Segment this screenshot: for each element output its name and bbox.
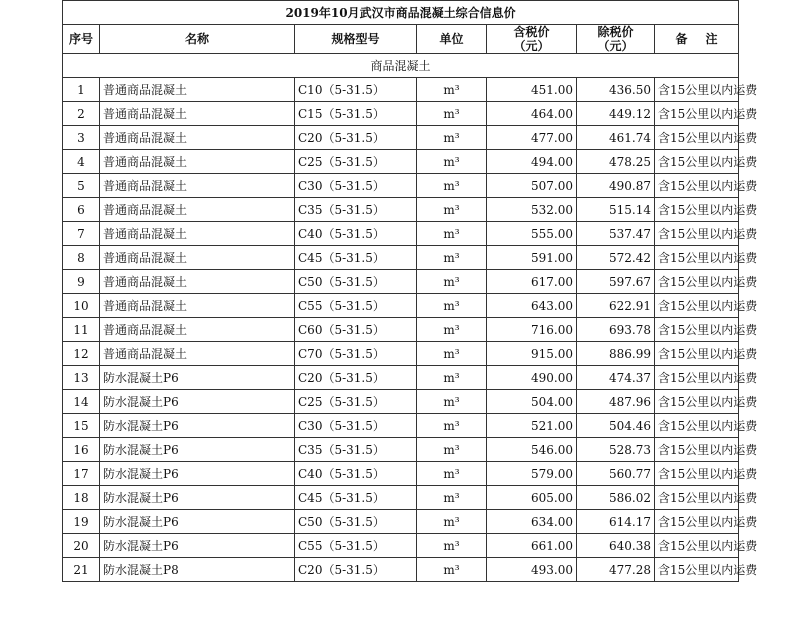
- cell-name: 普通商品混凝土: [100, 198, 295, 222]
- cell-note: 含15公里以内运费: [655, 102, 739, 126]
- cell-unit: m³: [417, 534, 487, 558]
- cell-spec: C35（5-31.5）: [295, 438, 417, 462]
- cell-unit: m³: [417, 294, 487, 318]
- cell-notax-price: 586.02: [577, 486, 655, 510]
- cell-notax-price: 622.91: [577, 294, 655, 318]
- header-row: [63, 25, 739, 54]
- cell-unit: m³: [417, 174, 487, 198]
- cell-unit: m³: [417, 318, 487, 342]
- cell-name: 普通商品混凝土: [100, 318, 295, 342]
- cell-no: 16: [63, 438, 100, 462]
- cell-unit: m³: [417, 270, 487, 294]
- cell-note: 含15公里以内运费: [655, 342, 739, 366]
- section-row: [63, 54, 739, 78]
- cell-unit: m³: [417, 438, 487, 462]
- cell-spec: C45（5-31.5）: [295, 486, 417, 510]
- cell-note: 含15公里以内运费: [655, 486, 739, 510]
- cell-note: 含15公里以内运费: [655, 534, 739, 558]
- header-tax-price-line1: 含税价: [513, 25, 550, 39]
- cell-name: 防水混凝土P6: [100, 390, 295, 414]
- table-row: [63, 534, 739, 558]
- table-row: [63, 510, 739, 534]
- cell-spec: C40（5-31.5）: [295, 222, 417, 246]
- cell-tax-price: 617.00: [487, 270, 577, 294]
- cell-name: 普通商品混凝土: [100, 78, 295, 102]
- cell-spec: C20（5-31.5）: [295, 366, 417, 390]
- table-row: [63, 414, 739, 438]
- cell-tax-price: 716.00: [487, 318, 577, 342]
- table-row: [63, 342, 739, 366]
- header-note-label: 备注: [675, 32, 736, 46]
- header-notax-price-line2: （元）: [597, 39, 634, 53]
- cell-no: 4: [63, 150, 100, 174]
- cell-spec: C50（5-31.5）: [295, 510, 417, 534]
- cell-tax-price: 661.00: [487, 534, 577, 558]
- cell-note: 含15公里以内运费: [655, 462, 739, 486]
- table-row: [63, 174, 739, 198]
- header-note: [655, 25, 739, 54]
- header-spec: 规格型号: [295, 25, 417, 54]
- cell-name: 防水混凝土P6: [100, 462, 295, 486]
- cell-notax-price: 449.12: [577, 102, 655, 126]
- cell-notax-price: 537.47: [577, 222, 655, 246]
- cell-notax-price: 474.37: [577, 366, 655, 390]
- cell-tax-price: 490.00: [487, 366, 577, 390]
- cell-no: 9: [63, 270, 100, 294]
- table-row: [63, 126, 739, 150]
- table-row: [63, 222, 739, 246]
- cell-note: 含15公里以内运费: [655, 414, 739, 438]
- cell-spec: C10（5-31.5）: [295, 78, 417, 102]
- cell-note: 含15公里以内运费: [655, 126, 739, 150]
- cell-notax-price: 436.50: [577, 78, 655, 102]
- cell-note: 含15公里以内运费: [655, 390, 739, 414]
- cell-note: 含15公里以内运费: [655, 510, 739, 534]
- cell-name: 防水混凝土P6: [100, 486, 295, 510]
- table-row: [63, 486, 739, 510]
- cell-notax-price: 487.96: [577, 390, 655, 414]
- cell-no: 11: [63, 318, 100, 342]
- cell-notax-price: 528.73: [577, 438, 655, 462]
- cell-notax-price: 614.17: [577, 510, 655, 534]
- cell-name: 普通商品混凝土: [100, 174, 295, 198]
- table-row: [63, 294, 739, 318]
- cell-notax-price: 504.46: [577, 414, 655, 438]
- cell-notax-price: 477.28: [577, 558, 655, 582]
- cell-no: 19: [63, 510, 100, 534]
- cell-name: 防水混凝土P6: [100, 366, 295, 390]
- cell-note: 含15公里以内运费: [655, 174, 739, 198]
- cell-tax-price: 546.00: [487, 438, 577, 462]
- cell-spec: C60（5-31.5）: [295, 318, 417, 342]
- cell-unit: m³: [417, 366, 487, 390]
- cell-no: 2: [63, 102, 100, 126]
- header-unit: 单位: [417, 25, 487, 54]
- cell-tax-price: 591.00: [487, 246, 577, 270]
- cell-no: 8: [63, 246, 100, 270]
- cell-unit: m³: [417, 102, 487, 126]
- cell-name: 普通商品混凝土: [100, 294, 295, 318]
- cell-notax-price: 597.67: [577, 270, 655, 294]
- cell-unit: m³: [417, 126, 487, 150]
- cell-no: 20: [63, 534, 100, 558]
- table-row: [63, 438, 739, 462]
- cell-unit: m³: [417, 222, 487, 246]
- cell-unit: m³: [417, 246, 487, 270]
- cell-no: 6: [63, 198, 100, 222]
- cell-tax-price: 579.00: [487, 462, 577, 486]
- cell-note: 含15公里以内运费: [655, 150, 739, 174]
- cell-tax-price: 634.00: [487, 510, 577, 534]
- cell-notax-price: 640.38: [577, 534, 655, 558]
- table-row: [63, 558, 739, 582]
- cell-tax-price: 477.00: [487, 126, 577, 150]
- cell-no: 13: [63, 366, 100, 390]
- cell-note: 含15公里以内运费: [655, 318, 739, 342]
- header-notax-price: [577, 25, 655, 54]
- cell-name: 普通商品混凝土: [100, 102, 295, 126]
- cell-unit: m³: [417, 390, 487, 414]
- cell-name: 防水混凝土P6: [100, 510, 295, 534]
- cell-unit: m³: [417, 510, 487, 534]
- header-notax-price-line1: 除税价: [597, 25, 634, 39]
- cell-tax-price: 504.00: [487, 390, 577, 414]
- table-row: [63, 198, 739, 222]
- cell-spec: C30（5-31.5）: [295, 414, 417, 438]
- cell-spec: C20（5-31.5）: [295, 558, 417, 582]
- cell-tax-price: 532.00: [487, 198, 577, 222]
- cell-name: 普通商品混凝土: [100, 222, 295, 246]
- cell-tax-price: 915.00: [487, 342, 577, 366]
- table-row: [63, 462, 739, 486]
- cell-tax-price: 605.00: [487, 486, 577, 510]
- cell-no: 5: [63, 174, 100, 198]
- cell-tax-price: 464.00: [487, 102, 577, 126]
- table-row: [63, 78, 739, 102]
- cell-unit: m³: [417, 558, 487, 582]
- cell-note: 含15公里以内运费: [655, 222, 739, 246]
- cell-name: 防水混凝土P8: [100, 558, 295, 582]
- cell-notax-price: 461.74: [577, 126, 655, 150]
- cell-unit: m³: [417, 462, 487, 486]
- cell-spec: C55（5-31.5）: [295, 534, 417, 558]
- cell-name: 普通商品混凝土: [100, 246, 295, 270]
- cell-tax-price: 493.00: [487, 558, 577, 582]
- table-row: [63, 366, 739, 390]
- cell-no: 3: [63, 126, 100, 150]
- cell-unit: m³: [417, 78, 487, 102]
- cell-name: 普通商品混凝土: [100, 342, 295, 366]
- cell-no: 21: [63, 558, 100, 582]
- table-row: [63, 102, 739, 126]
- cell-unit: m³: [417, 486, 487, 510]
- cell-spec: C70（5-31.5）: [295, 342, 417, 366]
- cell-notax-price: 886.99: [577, 342, 655, 366]
- cell-unit: m³: [417, 150, 487, 174]
- cell-spec: C55（5-31.5）: [295, 294, 417, 318]
- table-row: [63, 318, 739, 342]
- cell-note: 含15公里以内运费: [655, 246, 739, 270]
- cell-spec: C25（5-31.5）: [295, 150, 417, 174]
- price-sheet: [62, 0, 758, 582]
- cell-tax-price: 643.00: [487, 294, 577, 318]
- cell-notax-price: 478.25: [577, 150, 655, 174]
- cell-no: 17: [63, 462, 100, 486]
- cell-no: 15: [63, 414, 100, 438]
- cell-spec: C45（5-31.5）: [295, 246, 417, 270]
- cell-note: 含15公里以内运费: [655, 366, 739, 390]
- cell-spec: C35（5-31.5）: [295, 198, 417, 222]
- cell-spec: C20（5-31.5）: [295, 126, 417, 150]
- cell-unit: m³: [417, 414, 487, 438]
- cell-tax-price: 494.00: [487, 150, 577, 174]
- document-title: 2019年10月武汉市商品混凝土综合信息价: [63, 1, 739, 25]
- cell-unit: m³: [417, 198, 487, 222]
- cell-no: 14: [63, 390, 100, 414]
- header-tax-price: [487, 25, 577, 54]
- table-row: [63, 270, 739, 294]
- header-tax-price-line2: （元）: [513, 39, 550, 53]
- cell-tax-price: 451.00: [487, 78, 577, 102]
- cell-no: 10: [63, 294, 100, 318]
- cell-no: 7: [63, 222, 100, 246]
- cell-notax-price: 560.77: [577, 462, 655, 486]
- table-row: [63, 150, 739, 174]
- cell-no: 12: [63, 342, 100, 366]
- cell-note: 含15公里以内运费: [655, 438, 739, 462]
- cell-note: 含15公里以内运费: [655, 558, 739, 582]
- cell-name: 防水混凝土P6: [100, 534, 295, 558]
- cell-spec: C25（5-31.5）: [295, 390, 417, 414]
- table-row: [63, 390, 739, 414]
- cell-notax-price: 515.14: [577, 198, 655, 222]
- cell-note: 含15公里以内运费: [655, 78, 739, 102]
- title-row: [63, 1, 739, 25]
- cell-spec: C40（5-31.5）: [295, 462, 417, 486]
- cell-spec: C50（5-31.5）: [295, 270, 417, 294]
- cell-notax-price: 490.87: [577, 174, 655, 198]
- table-row: [63, 246, 739, 270]
- cell-no: 18: [63, 486, 100, 510]
- price-table: [62, 0, 758, 582]
- cell-spec: C15（5-31.5）: [295, 102, 417, 126]
- cell-note: 含15公里以内运费: [655, 294, 739, 318]
- header-no: 序号: [63, 25, 100, 54]
- cell-name: 防水混凝土P6: [100, 414, 295, 438]
- cell-name: 普通商品混凝土: [100, 126, 295, 150]
- cell-note: 含15公里以内运费: [655, 270, 739, 294]
- cell-tax-price: 521.00: [487, 414, 577, 438]
- cell-tax-price: 507.00: [487, 174, 577, 198]
- cell-notax-price: 572.42: [577, 246, 655, 270]
- cell-spec: C30（5-31.5）: [295, 174, 417, 198]
- cell-name: 防水混凝土P6: [100, 438, 295, 462]
- cell-name: 普通商品混凝土: [100, 270, 295, 294]
- cell-note: 含15公里以内运费: [655, 198, 739, 222]
- cell-notax-price: 693.78: [577, 318, 655, 342]
- cell-name: 普通商品混凝土: [100, 150, 295, 174]
- header-name: 名称: [100, 25, 295, 54]
- section-label: 商品混凝土: [63, 54, 739, 78]
- cell-unit: m³: [417, 342, 487, 366]
- cell-no: 1: [63, 78, 100, 102]
- cell-tax-price: 555.00: [487, 222, 577, 246]
